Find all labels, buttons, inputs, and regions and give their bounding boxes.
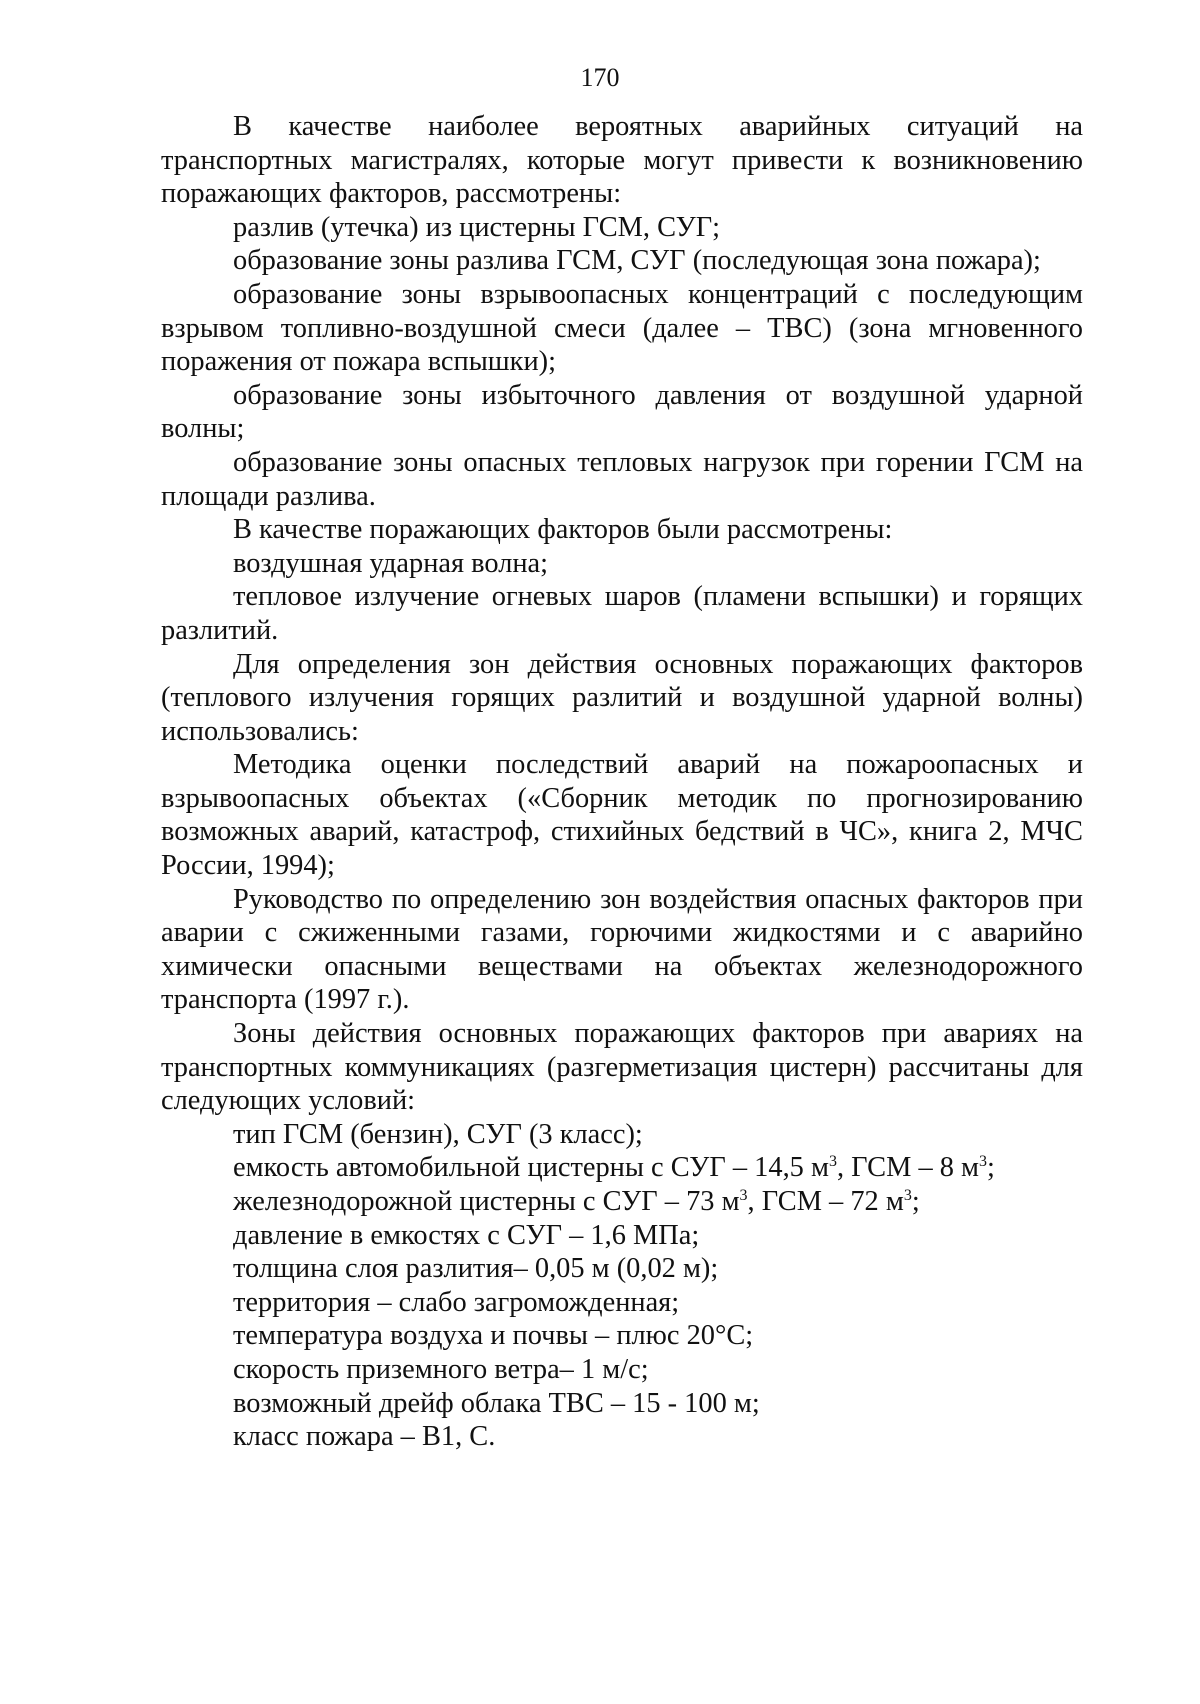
condition-line: температура воздуха и почвы – плюс 20°С; [233, 1320, 754, 1352]
cubic-exponent: 3 [903, 1187, 912, 1204]
tank-capacity-line [161, 1151, 1083, 1185]
tank-capacity-text: емкость автомобильной цистерны с СУГ – 14,5 м [233, 1152, 829, 1184]
condition-line: возможный дрейф облака ТВС – 15 - 100 м; [233, 1387, 760, 1419]
paragraph: воздушная ударная волна; [233, 547, 549, 579]
condition-line: класс пожара – В1, С. [233, 1421, 496, 1453]
paragraph: тепловое излучение огневых шаров (пламени вспышки) и горящих разлитий. [161, 581, 1083, 646]
tank-capacity-text: ; [987, 1152, 995, 1184]
rail-capacity-text: ; [911, 1186, 920, 1217]
paragraph: Методика оценки последствий аварий на пожароопасных и взрывоопасных объектах («Сборник методик по прогнозированию возможных аварий, катастроф, стихийных бедствий в ЧС», книга 2, МЧС России, 1994); [161, 749, 1083, 882]
paragraph: образование зоны взрывоопасных концентраций с последующим взрывом топливно-воздушной смеси (далее – ТВС) (зона мгновенного поражения от пожара вспышки); [161, 278, 1083, 378]
condition-line: толщина слоя разлития– 0,05 м (0,02 м); [233, 1253, 719, 1285]
paragraph: образование зоны разлива ГСМ, СУГ (последующая зона пожара); [233, 245, 1041, 277]
condition-line: скорость приземного ветра– 1 м/с; [233, 1353, 649, 1385]
paragraph: Руководство по определению зон воздействия опасных факторов при аварии с сжиженными газами, горючими жидкостями и с аварийно химически опасными веществами на объектах железнодорожного транспорта (1997 г.). [161, 883, 1083, 1016]
paragraph: Для определения зон действия основных поражающих факторов (теплового излучения горящих разлитий и воздушной ударной волны) использовались: [161, 648, 1083, 747]
cubic-exponent: 3 [979, 1153, 988, 1171]
paragraph: Зоны действия основных поражающих факторов при авариях на транспортных коммуникациях (разгерметизация цистерн) рассчитаны для следующих условий: [161, 1018, 1083, 1117]
paragraph: В качестве наиболее вероятных аварийных ситуаций на транспортных магистралях, которые могут привести к возникновению поражающих факторов, рассмотрены: [161, 111, 1083, 210]
cubic-exponent: 3 [739, 1187, 748, 1204]
document-body [161, 110, 1083, 1454]
cubic-exponent: 3 [828, 1153, 837, 1171]
paragraph: тип ГСМ (бензин), СУГ (3 класс); [233, 1118, 643, 1150]
rail-capacity-line [161, 1185, 1083, 1219]
paragraph: разлив (утечка) из цистерны ГСМ, СУГ; [233, 211, 721, 243]
page-number: 170 [580, 63, 620, 92]
rail-capacity-text: железнодорожной цистерны с СУГ – 73 м [233, 1186, 740, 1217]
tank-capacity-text: , ГСМ – 8 м [836, 1152, 980, 1184]
condition-line: территория – слабо загроможденная; [233, 1286, 680, 1318]
paragraph: образование зоны опасных тепловых нагрузок при горении ГСМ на площади разлива. [161, 446, 1083, 512]
paragraph: В качестве поражающих факторов были рассмотрены: [233, 514, 893, 546]
condition-line: давление в емкостях с СУГ – 1,6 МПа; [233, 1219, 700, 1251]
paragraph: образование зоны избыточного давления от воздушной ударной волны; [161, 379, 1083, 445]
rail-capacity-text: , ГСМ – 72 м [747, 1186, 904, 1217]
